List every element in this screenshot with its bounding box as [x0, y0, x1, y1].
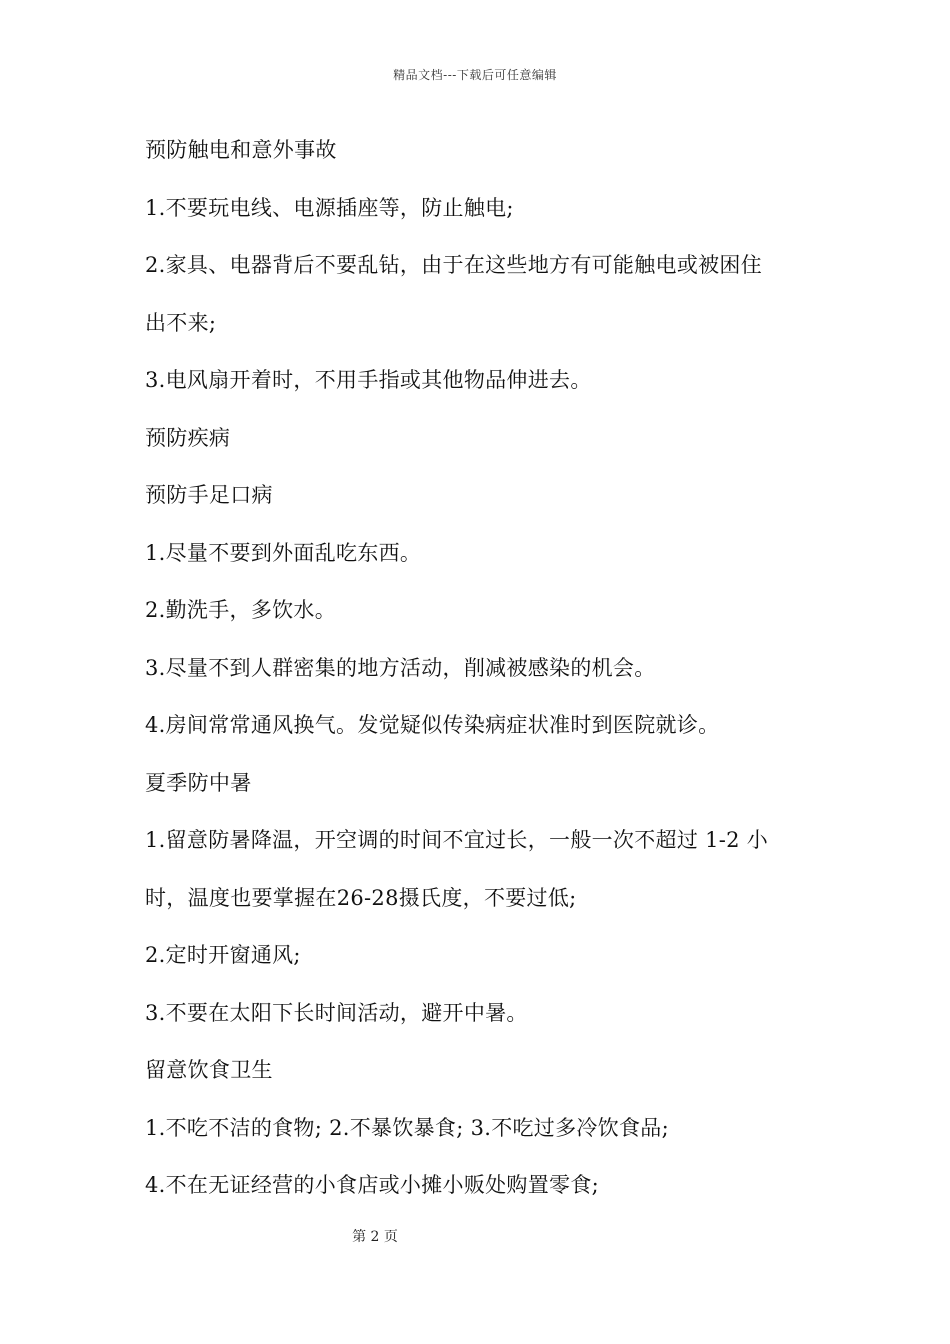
paragraph-line: 出不来; [145, 310, 217, 335]
document-body [145, 122, 825, 1215]
page-header: 精品文档---下载后可任意编辑 [393, 68, 557, 82]
paragraph-line: 2.定时开窗通风; [145, 943, 301, 967]
paragraph-line: 2.勤洗手，多饮水。 [145, 598, 337, 622]
section-heading-heatstroke: 夏季防中暑 [145, 770, 252, 795]
paragraph-line: 1.尽量不要到外面乱吃东西。 [145, 540, 422, 565]
section-heading-hfmd: 预防手足口病 [145, 483, 273, 507]
section-heading-electric-safety: 预防触电和意外事故 [145, 138, 337, 162]
paragraph-line: 时，温度也要掌握在26-28摄氏度，不要过低; [145, 885, 577, 910]
paragraph-line: 1.不要玩电线、电源插座等，防止触电; [145, 195, 514, 220]
section-heading-food-hygiene: 留意饮食卫生 [145, 1058, 273, 1082]
page-number: 第 2 页 [352, 1229, 398, 1245]
paragraph-line: 3.不要在太阳下长时间活动，避开中暑。 [145, 1000, 528, 1025]
paragraph-line: 3.尽量不到人群密集的地方活动，削减被感染的机会。 [145, 655, 656, 680]
paragraph-line: 1.不吃不洁的食物; 2.不暴饮暴食; 3.不吃过多冷饮食品; [145, 1115, 669, 1140]
section-heading-disease-prevention: 预防疾病 [145, 425, 231, 450]
paragraph-line: 4.房间常常通风换气。发觉疑似传染病症状准时到医院就诊。 [145, 713, 720, 737]
paragraph-line: 2.家具、电器背后不要乱钻，由于在这些地方有可能触电或被困住 [145, 253, 763, 277]
paragraph-line: 4.不在无证经营的小食店或小摊小贩处购置零食; [145, 1173, 600, 1197]
paragraph-line: 1.留意防暑降温，开空调的时间不宜过长，一般一次不超过 1-2 小 [145, 828, 769, 852]
paragraph-line: 3.电风扇开着时，不用手指或其他物品伸进去。 [145, 368, 592, 392]
